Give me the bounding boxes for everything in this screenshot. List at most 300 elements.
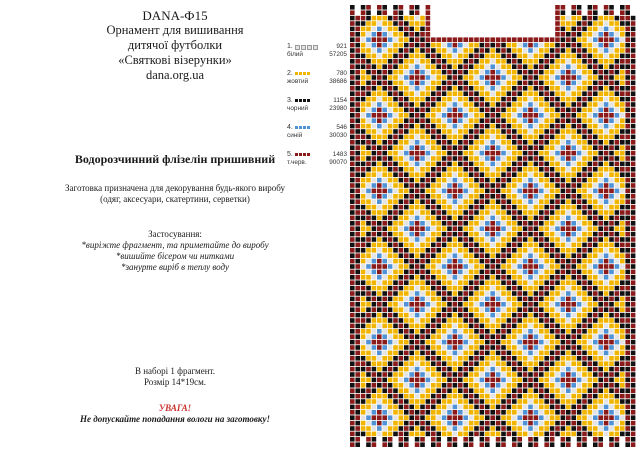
pattern-cell (571, 270, 576, 275)
pattern-cell (382, 280, 387, 285)
pattern-cell (588, 145, 593, 150)
pattern-cell (615, 361, 620, 366)
pattern-cell (404, 194, 409, 199)
pattern-cell (620, 297, 625, 302)
pattern-cell (458, 91, 463, 96)
pattern-cell (469, 162, 474, 167)
pattern-cell (485, 405, 490, 410)
pattern-cell (442, 145, 447, 150)
pattern-cell (539, 54, 544, 59)
pattern-cell (453, 135, 458, 140)
pattern-cell (415, 243, 420, 248)
pattern-cell (388, 189, 393, 194)
pattern-cell (404, 334, 409, 339)
pattern-cell (372, 248, 377, 253)
pattern-cell (571, 81, 576, 86)
pattern-cell (620, 86, 625, 91)
pattern-cell (534, 280, 539, 285)
pattern-cell (555, 291, 560, 296)
pattern-cell (388, 291, 393, 296)
pattern-cell (571, 237, 576, 242)
pattern-cell (517, 388, 522, 393)
pattern-cell (544, 48, 549, 53)
pattern-cell (604, 108, 609, 113)
pattern-cell (399, 253, 404, 258)
pattern-cell (469, 297, 474, 302)
pattern-cell (420, 108, 425, 113)
pattern-cell (377, 183, 382, 188)
pattern-cell (571, 383, 576, 388)
pattern-cell (388, 102, 393, 107)
pattern-cell (366, 421, 371, 426)
pattern-cell (480, 43, 485, 48)
pattern-cell (577, 81, 582, 86)
pattern-cell (544, 253, 549, 258)
pattern-cell (631, 86, 636, 91)
pattern-cell (453, 226, 458, 231)
pattern-cell (426, 102, 431, 107)
pattern-cell (539, 253, 544, 258)
legend-swatch-icon (295, 99, 310, 102)
pattern-cell (631, 334, 636, 339)
pattern-cell (534, 194, 539, 199)
pattern-cell (382, 124, 387, 129)
pattern-cell (609, 189, 614, 194)
pattern-cell (372, 59, 377, 64)
pattern-cell (512, 334, 517, 339)
pattern-cell (366, 324, 371, 329)
pattern-cell (409, 410, 414, 415)
pattern-cell (404, 243, 409, 248)
pattern-cell (409, 291, 414, 296)
pattern-cell (361, 426, 366, 431)
pattern-cell (366, 415, 371, 420)
pattern-cell (372, 216, 377, 221)
pattern-cell (631, 340, 636, 345)
pattern-cell (582, 178, 587, 183)
pattern-cell (517, 54, 522, 59)
pattern-cell (415, 248, 420, 253)
pattern-cell (609, 297, 614, 302)
pattern-cell (420, 372, 425, 377)
pattern-cell (377, 280, 382, 285)
pattern-cell (463, 345, 468, 350)
pattern-cell (598, 253, 603, 258)
pattern-cell (582, 399, 587, 404)
pattern-cell (523, 378, 528, 383)
pattern-cell (577, 442, 582, 447)
pattern-cell (431, 259, 436, 264)
pattern-cell (588, 113, 593, 118)
pattern-cell (566, 340, 571, 345)
legend-code-a: 921 (336, 43, 347, 50)
pattern-cell (577, 140, 582, 145)
pattern-cell (404, 183, 409, 188)
pattern-cell (474, 286, 479, 291)
pattern-cell (512, 345, 517, 350)
pattern-cell (474, 334, 479, 339)
pattern-cell (582, 113, 587, 118)
pattern-cell (463, 151, 468, 156)
pattern-cell (388, 37, 393, 42)
pattern-cell (361, 5, 366, 10)
pattern-cell (393, 140, 398, 145)
pattern-cell (615, 340, 620, 345)
pattern-cell (582, 243, 587, 248)
pattern-cell (372, 394, 377, 399)
pattern-cell (490, 275, 495, 280)
pattern-cell (507, 194, 512, 199)
pattern-cell (463, 334, 468, 339)
pattern-cell (609, 442, 614, 447)
pattern-cell (501, 275, 506, 280)
pattern-cell (566, 426, 571, 431)
pattern-cell (501, 361, 506, 366)
pattern-cell (474, 243, 479, 248)
pattern-cell (399, 32, 404, 37)
pattern-cell (463, 118, 468, 123)
pattern-cell (372, 135, 377, 140)
pattern-cell (620, 27, 625, 32)
pattern-cell (631, 16, 636, 21)
pattern-cell (377, 426, 382, 431)
pattern-cell (517, 243, 522, 248)
pattern-cell (598, 383, 603, 388)
pattern-cell (550, 167, 555, 172)
pattern-cell (582, 394, 587, 399)
pattern-cell (458, 205, 463, 210)
pattern-cell (604, 172, 609, 177)
pattern-cell (550, 59, 555, 64)
pattern-cell (512, 280, 517, 285)
pattern-cell (409, 226, 414, 231)
pattern-cell (399, 383, 404, 388)
pattern-cell (550, 81, 555, 86)
pattern-cell (615, 97, 620, 102)
pattern-cell (571, 259, 576, 264)
pattern-cell (517, 361, 522, 366)
pattern-cell (534, 270, 539, 275)
legend-code-b: 23980 (329, 105, 347, 112)
pattern-cell (377, 70, 382, 75)
pattern-cell (366, 10, 371, 15)
pattern-cell (550, 183, 555, 188)
pattern-cell (593, 54, 598, 59)
pattern-cell (474, 118, 479, 123)
pattern-cell (496, 75, 501, 80)
pattern-cell (458, 415, 463, 420)
pattern-cell (550, 291, 555, 296)
pattern-cell (555, 178, 560, 183)
pattern-cell (588, 324, 593, 329)
pattern-cell (534, 345, 539, 350)
pattern-cell (474, 302, 479, 307)
pattern-cell (561, 243, 566, 248)
pattern-cell (463, 367, 468, 372)
pattern-cell (366, 97, 371, 102)
pattern-cell (507, 394, 512, 399)
pattern-cell (388, 378, 393, 383)
pattern-cell (447, 59, 452, 64)
pattern-cell (539, 307, 544, 312)
pattern-cell (447, 367, 452, 372)
pattern-cell (399, 129, 404, 134)
pattern-cell (517, 75, 522, 80)
pattern-cell (566, 432, 571, 437)
pattern-cell (393, 64, 398, 69)
pattern-cell (442, 194, 447, 199)
pattern-cell (404, 302, 409, 307)
pattern-cell (393, 135, 398, 140)
pattern-cell (523, 356, 528, 361)
pattern-cell (350, 91, 355, 96)
pattern-cell (420, 248, 425, 253)
pattern-cell (609, 307, 614, 312)
pattern-cell (604, 145, 609, 150)
pattern-cell (480, 291, 485, 296)
pattern-cell (528, 113, 533, 118)
pattern-cell (490, 237, 495, 242)
pattern-cell (463, 286, 468, 291)
pattern-cell (620, 421, 625, 426)
pattern-cell (474, 183, 479, 188)
pattern-cell (631, 280, 636, 285)
pattern-cell (571, 361, 576, 366)
pattern-cell (399, 318, 404, 323)
pattern-cell (528, 70, 533, 75)
pattern-cell (393, 124, 398, 129)
pattern-cell (415, 113, 420, 118)
pattern-cell (372, 102, 377, 107)
pattern-cell (404, 421, 409, 426)
pattern-cell (366, 27, 371, 32)
pattern-cell (625, 253, 630, 258)
pattern-cell (377, 399, 382, 404)
pattern-cell (447, 48, 452, 53)
pattern-cell (496, 351, 501, 356)
pattern-cell (431, 70, 436, 75)
pattern-cell (512, 172, 517, 177)
pattern-cell (382, 232, 387, 237)
pattern-cell (355, 205, 360, 210)
pattern-cell (604, 399, 609, 404)
pattern-cell (507, 302, 512, 307)
pattern-cell (431, 372, 436, 377)
pattern-cell (361, 48, 366, 53)
pattern-cell (404, 108, 409, 113)
pattern-cell (350, 421, 355, 426)
pattern-cell (496, 167, 501, 172)
pattern-cell (404, 59, 409, 64)
pattern-cell (566, 394, 571, 399)
pattern-cell (458, 48, 463, 53)
pattern-cell (620, 81, 625, 86)
pattern-cell (436, 172, 441, 177)
pattern-cell (420, 351, 425, 356)
pattern-cell (361, 178, 366, 183)
pattern-cell (382, 329, 387, 334)
pattern-cell (426, 10, 431, 15)
pattern-cell (453, 48, 458, 53)
pattern-cell (372, 426, 377, 431)
pattern-cell (539, 302, 544, 307)
pattern-cell (620, 167, 625, 172)
pattern-cell (409, 378, 414, 383)
pattern-cell (539, 297, 544, 302)
pattern-cell (431, 356, 436, 361)
pattern-cell (588, 307, 593, 312)
pattern-cell (539, 162, 544, 167)
pattern-cell (436, 226, 441, 231)
pattern-cell (382, 118, 387, 123)
pattern-cell (571, 264, 576, 269)
pattern-cell (571, 37, 576, 42)
pattern-cell (631, 297, 636, 302)
pattern-cell (447, 156, 452, 161)
legend-name: чорний (287, 105, 309, 112)
pattern-cell (577, 286, 582, 291)
pattern-cell (377, 226, 382, 231)
pattern-cell (377, 383, 382, 388)
pattern-cell (447, 264, 452, 269)
pattern-cell (409, 64, 414, 69)
pattern-cell (350, 399, 355, 404)
pattern-cell (609, 221, 614, 226)
pattern-cell (615, 59, 620, 64)
pattern-cell (544, 151, 549, 156)
pattern-cell (588, 356, 593, 361)
pattern-cell (485, 75, 490, 80)
pattern-cell (355, 388, 360, 393)
pattern-cell (355, 372, 360, 377)
pattern-cell (512, 221, 517, 226)
pattern-cell (485, 129, 490, 134)
pattern-cell (566, 221, 571, 226)
pattern-cell (523, 394, 528, 399)
pattern-cell (399, 86, 404, 91)
pattern-cell (566, 75, 571, 80)
pattern-cell (620, 194, 625, 199)
pattern-cell (561, 43, 566, 48)
pattern-cell (534, 302, 539, 307)
pattern-cell (604, 156, 609, 161)
pattern-cell (625, 199, 630, 204)
pattern-cell (399, 351, 404, 356)
pattern-cell (474, 410, 479, 415)
pattern-cell (350, 372, 355, 377)
pattern-cell (593, 118, 598, 123)
pattern-cell (528, 129, 533, 134)
pattern-cell (361, 237, 366, 242)
pattern-cell (382, 324, 387, 329)
pattern-cell (474, 216, 479, 221)
pattern-cell (388, 178, 393, 183)
pattern-cell (528, 194, 533, 199)
pattern-cell (593, 248, 598, 253)
pattern-cell (566, 383, 571, 388)
pattern-cell (458, 378, 463, 383)
pattern-cell (625, 372, 630, 377)
pattern-cell (582, 199, 587, 204)
pattern-cell (620, 372, 625, 377)
pattern-cell (377, 59, 382, 64)
pattern-cell (404, 189, 409, 194)
pattern-cell (615, 286, 620, 291)
pattern-cell (393, 27, 398, 32)
pattern-cell (426, 32, 431, 37)
pattern-cell (453, 102, 458, 107)
pattern-cell (631, 48, 636, 53)
pattern-cell (453, 329, 458, 334)
pattern-cell (458, 140, 463, 145)
pattern-cell (598, 27, 603, 32)
pattern-cell (566, 135, 571, 140)
pattern-cell (609, 410, 614, 415)
pattern-cell (507, 318, 512, 323)
pattern-cell (593, 86, 598, 91)
pattern-cell (447, 64, 452, 69)
pattern-cell (598, 216, 603, 221)
pattern-cell (426, 286, 431, 291)
pattern-cell (372, 172, 377, 177)
pattern-cell (442, 162, 447, 167)
pattern-cell (631, 91, 636, 96)
pattern-cell (528, 264, 533, 269)
pattern-cell (399, 118, 404, 123)
pattern-cell (528, 329, 533, 334)
pattern-cell (431, 151, 436, 156)
pattern-cell (571, 135, 576, 140)
pattern-cell (539, 145, 544, 150)
pattern-cell (534, 421, 539, 426)
pattern-cell (539, 259, 544, 264)
pattern-cell (501, 264, 506, 269)
legend-number: 5. (287, 151, 293, 158)
pattern-cell (382, 367, 387, 372)
pattern-cell (490, 372, 495, 377)
pattern-cell (571, 421, 576, 426)
pattern-cell (588, 140, 593, 145)
pattern-cell (442, 135, 447, 140)
pattern-cell (615, 264, 620, 269)
pattern-cell (474, 345, 479, 350)
pattern-cell (496, 291, 501, 296)
pattern-cell (539, 135, 544, 140)
pattern-cell (355, 27, 360, 32)
pattern-cell (539, 140, 544, 145)
pattern-cell (523, 54, 528, 59)
pattern-cell (366, 399, 371, 404)
pattern-cell (566, 81, 571, 86)
pattern-cell (420, 237, 425, 242)
pattern-cell (528, 210, 533, 215)
pattern-cell (366, 405, 371, 410)
pattern-cell (415, 253, 420, 258)
pattern-cell (598, 291, 603, 296)
pattern-cell (496, 421, 501, 426)
pattern-cell (496, 81, 501, 86)
pattern-cell (496, 124, 501, 129)
pattern-cell (571, 178, 576, 183)
pattern-cell (366, 410, 371, 415)
pattern-cell (409, 5, 414, 10)
pattern-cell (426, 27, 431, 32)
pattern-cell (404, 97, 409, 102)
pattern-cell (453, 324, 458, 329)
pattern-cell (436, 86, 441, 91)
pattern-cell (458, 280, 463, 285)
pattern-cell (517, 378, 522, 383)
